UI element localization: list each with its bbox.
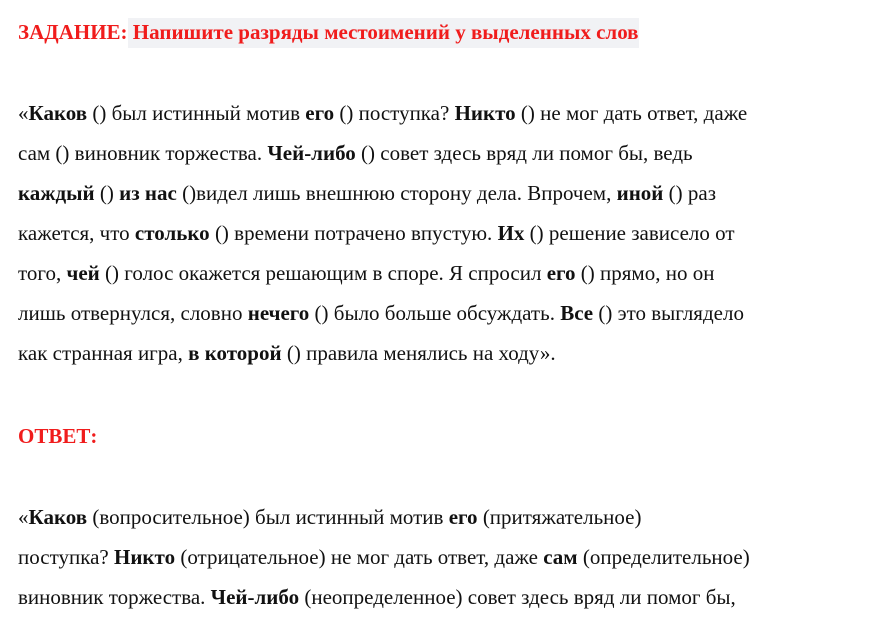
text-line — [18, 253, 747, 293]
highlighted-word: каждый — [18, 181, 95, 205]
highlighted-word: его — [448, 505, 478, 529]
highlighted-word: Никто — [454, 101, 516, 125]
highlighted-word: Никто — [114, 545, 176, 569]
text-line — [18, 173, 747, 213]
highlighted-word: Каков — [28, 101, 88, 125]
highlighted-word: Каков — [28, 505, 88, 529]
text-segment: ()видел лишь внешнюю сторону дела. Впрочем, — [176, 181, 617, 205]
text-segment: « — [18, 101, 29, 125]
text-line — [18, 133, 747, 173]
text-segment: () прямо, но он — [575, 261, 715, 285]
text-segment: кажется, что — [18, 221, 135, 245]
task-text — [18, 93, 747, 373]
text-segment: () времени потрачено впустую. — [209, 221, 498, 245]
text-segment: (отрицательное) не мог дать ответ, даже — [175, 545, 544, 569]
text-segment: () было больше обсуждать. — [309, 301, 561, 325]
text-line — [18, 577, 750, 617]
text-segment: лишь отвернулся, словно — [18, 301, 248, 325]
text-segment: виновник торжества. — [18, 585, 211, 609]
task-label: ЗАДАНИЕ: — [18, 20, 128, 44]
text-segment: () был истинный мотив — [87, 101, 306, 125]
text-segment: () поступка? — [334, 101, 455, 125]
highlighted-word: Чей-либо — [267, 141, 356, 165]
text-line — [18, 537, 750, 577]
highlighted-word: его — [305, 101, 335, 125]
text-segment: () голос окажется решающим в споре. Я спросил — [99, 261, 547, 285]
text-line — [18, 93, 747, 133]
highlighted-word: сам — [543, 545, 578, 569]
text-line — [18, 213, 747, 253]
text-line — [18, 333, 747, 373]
text-line — [18, 497, 750, 537]
text-segment: () — [94, 181, 120, 205]
text-segment: () это выглядело — [593, 301, 744, 325]
answer-label: ОТВЕТ: — [18, 424, 98, 448]
text-segment: « — [18, 505, 29, 529]
task-instruction: Напишите разряды местоимений у выделенных слов — [128, 18, 639, 48]
task-heading — [18, 20, 639, 45]
text-line — [18, 293, 747, 333]
text-segment: () правила менялись на ходу». — [281, 341, 556, 365]
text-segment: поступка? — [18, 545, 114, 569]
text-segment: () решение зависело от — [524, 221, 735, 245]
highlighted-word: Их — [497, 221, 525, 245]
highlighted-word: из нас — [119, 181, 177, 205]
text-segment: () совет здесь вряд ли помог бы, ведь — [355, 141, 693, 165]
text-segment: того, — [18, 261, 67, 285]
text-segment: (определительное) — [577, 545, 750, 569]
highlighted-word: его — [546, 261, 576, 285]
highlighted-word: нечего — [247, 301, 310, 325]
highlighted-word: иной — [616, 181, 664, 205]
text-segment: (вопросительное) был истинный мотив — [87, 505, 449, 529]
text-segment: () не мог дать ответ, даже — [515, 101, 748, 125]
text-segment: как странная игра, — [18, 341, 189, 365]
text-segment: () раз — [663, 181, 717, 205]
highlighted-word: в которой — [188, 341, 282, 365]
answer-text — [18, 497, 750, 617]
text-segment: сам () виновник торжества. — [18, 141, 268, 165]
highlighted-word: чей — [66, 261, 100, 285]
text-segment: (притяжательное) — [477, 505, 642, 529]
highlighted-word: Чей-либо — [210, 585, 300, 609]
text-segment: (неопределенное) совет здесь вряд ли помог бы, — [299, 585, 736, 609]
highlighted-word: столько — [134, 221, 210, 245]
highlighted-word: Все — [560, 301, 594, 325]
